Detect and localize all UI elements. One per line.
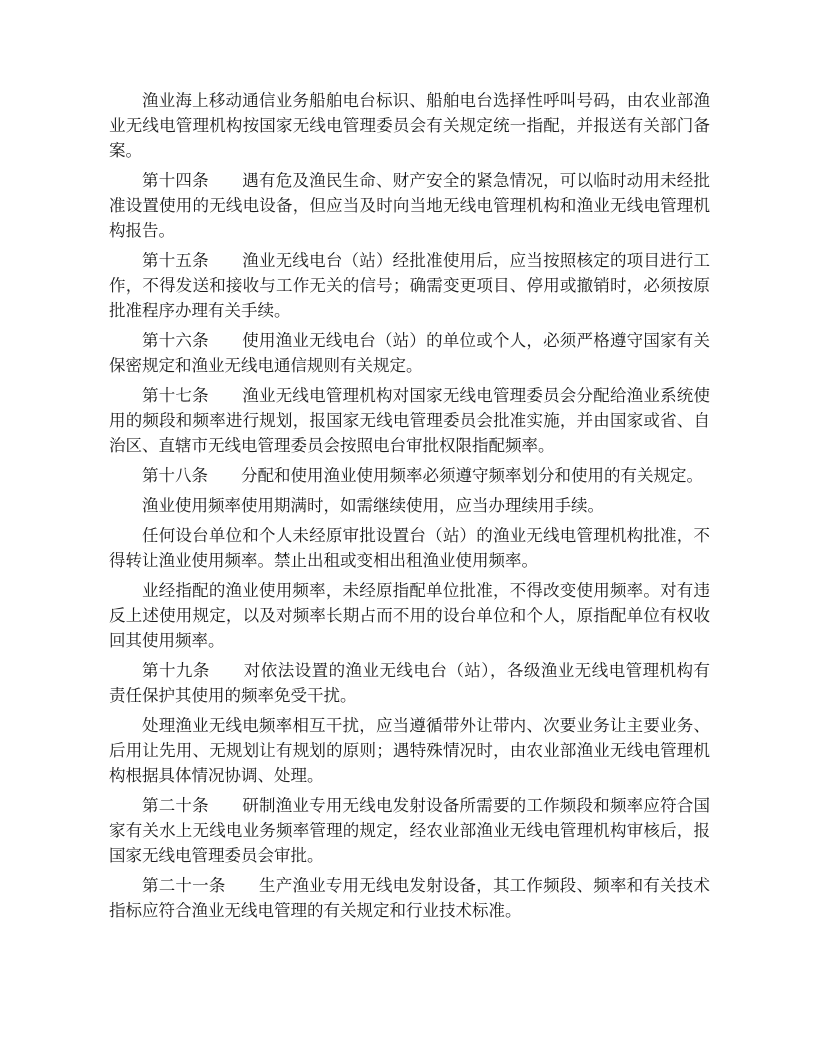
paragraph-article-14: 第十四条 遇有危及渔民生命、财产安全的紧急情况，可以临时动用未经批准设置使用的无线电设备，但应当及时向当地无线电管理机构和渔业无线电管理机构报告。	[109, 171, 710, 240]
paragraph-article-15: 第十五条 渔业无线电台（站）经批准使用后，应当按照核定的项目进行工作，不得发送和接收与工作无关的信号；确需变更项目、停用或撤销时，必须按原批准程序办理有关手续。	[109, 251, 710, 320]
paragraph-article-19: 第十九条 对依法设置的渔业无线电台（站），各级渔业无线电管理机构有责任保护其使用的频率免受干扰。	[109, 661, 710, 705]
paragraph-article-21: 第二十一条 生产渔业专用无线电发射设备，其工作频段、频率和有关技术指标应符合渔业无线电管理的有关规定和行业技术标准。	[109, 876, 710, 920]
paragraph: 处理渔业无线电频率相互干扰，应当遵循带外让带内、次要业务让主要业务、后用让先用、无规划让有规划的原则；遇特殊情况时，由农业部渔业无线电管理机构根据具体情况协调、处理。	[109, 716, 710, 785]
paragraph: 业经指配的渔业使用频率，未经原指配单位批准，不得改变使用频率。对有违反上述使用规定，以及对频率长期占而不用的设台单位和个人，原指配单位有权收回其使用频率。	[109, 581, 710, 650]
paragraph: 渔业海上移动通信业务船舶电台标识、船舶电台选择性呼叫号码，由农业部渔业无线电管理机构按国家无线电管理委员会有关规定统一指配，并报送有关部门备案。	[109, 91, 710, 160]
paragraph-article-17: 第十七条 渔业无线电管理机构对国家无线电管理委员会分配给渔业系统使用的频段和频率进行规划，报国家无线电管理委员会批准实施，并由国家或省、自治区、直辖市无线电管理委员会按照电台审批权限指配频率。	[109, 386, 710, 455]
paragraph: 任何设台单位和个人未经原审批设置台（站）的渔业无线电管理机构批准，不得转让渔业使用频率。禁止出租或变相出租渔业使用频率。	[109, 526, 710, 570]
paragraph: 渔业使用频率使用期满时，如需继续使用，应当办理续用手续。	[142, 496, 604, 515]
paragraph-article-18: 第十八条 分配和使用渔业使用频率必须遵守频率划分和使用的有关规定。	[142, 466, 703, 485]
paragraph-article-16: 第十六条 使用渔业无线电台（站）的单位或个人，必须严格遵守国家有关保密规定和渔业无线电通信规则有关规定。	[109, 331, 710, 375]
paragraph-article-20: 第二十条 研制渔业专用无线电发射设备所需要的工作频段和频率应符合国家有关水上无线电业务频率管理的规定，经农业部渔业无线电管理机构审核后，报国家无线电管理委员会审批。	[109, 796, 710, 865]
document-body	[109, 88, 710, 928]
